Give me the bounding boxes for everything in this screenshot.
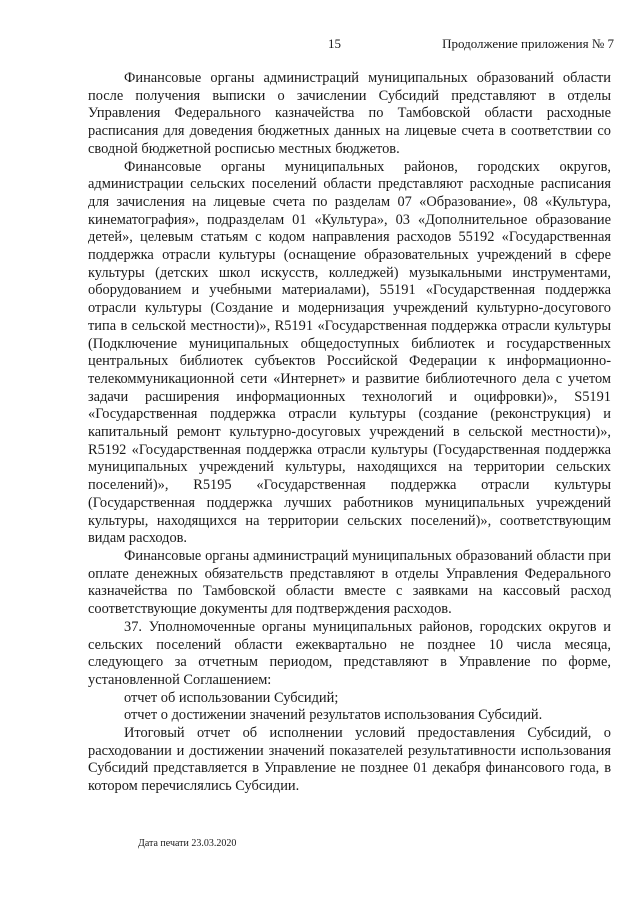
paragraph-final-report: Итоговый отчет об исполнении условий предоставления Субсидий, о расходовании и достижении значений показателей результативности использования Субсидий представляется в Управление не позднее 01 декабря финансового года, в котором перечислялись Субсидии. bbox=[88, 725, 611, 795]
print-date: Дата печати 23.03.2020 bbox=[138, 838, 237, 849]
document-body bbox=[88, 70, 611, 796]
paragraph-expense-schedules: Финансовые органы муниципальных районов, городских округов, администрации сельских поселений области представляют расходные расписания для зачисления на лицевые счета по разделам 07 «Образование», 08 «Культура, кинематография», подразделам 01 «Культура», 03 «Дополнительное образование детей», целевым статьям с кодом направления расходов 55192 «Государственная поддержка отрасли культуры (оснащение образовательных учреждений в сфере культуры (детских школ искусств, колледжей) музыкальными инструментами, оборудованием и учебными материалами), 55191 «Государственная поддержка отрасли культуры (Создание и модернизация учреждений культурно-досугового типа в сельской местности)», R5191 «Государственная поддержка отрасли культуры (Подключение муниципальных общедоступных библиотек и государственных центральных библиотек субъектов Российской Федерации к информационно-телекоммуникационной сети «Интернет» и развитие библиотечного дела с учетом задачи расширения информационных технологий и оцифровки)», S5191 «Государственная поддержка отрасли культуры (создание (реконструкция) и капитальный ремонт культурно-досуговых учреждений в сельской местности)», R5192 «Государственная поддержка отрасли культуры (Государственная поддержка муниципальных учреждений культуры, находящихся на территории сельских поселений)», R5195 «Государственная поддержка отрасли культуры (Государственная поддержка лучших работников муниципальных учреждений культуры, находящихся на территории сельских поселений)», соответствующим видам расходов. bbox=[88, 158, 611, 547]
list-item-results-report: отчет о достижении значений результатов использования Субсидий. bbox=[124, 707, 543, 724]
list-item-usage-report: отчет об использовании Субсидий; bbox=[124, 689, 339, 706]
page-header bbox=[88, 36, 614, 54]
paragraph-item-37: 37. Уполномоченные органы муниципальных районов, городских округов и сельских поселений области ежеквартально не позднее 10 числа месяца, следующего за отчетным периодом, представляют в Управление по форме, установленной Соглашением: bbox=[88, 618, 611, 688]
appendix-label: Продолжение приложения № 7 bbox=[442, 36, 614, 51]
paragraph-payment-documents: Финансовые органы администраций муниципальных образований области при оплате денежных обязательств представляют в отделы Управления Федерального казначейства по Тамбовской области вместе с заявками на кассовый расход соответствующие документы для подтверждения расходов. bbox=[88, 547, 611, 618]
paragraph-financial-bodies-statements: Финансовые органы администраций муниципальных образований области после получения выписки о зачислении Субсидий представляют в отделы Управления Федерального казначейства по Тамбовской области расходные расписания для доведения бюджетных данных на лицевые счета в соответствии со сводной бюджетной росписью местных бюджетов. bbox=[88, 70, 611, 157]
page-number: 15 bbox=[328, 36, 341, 51]
